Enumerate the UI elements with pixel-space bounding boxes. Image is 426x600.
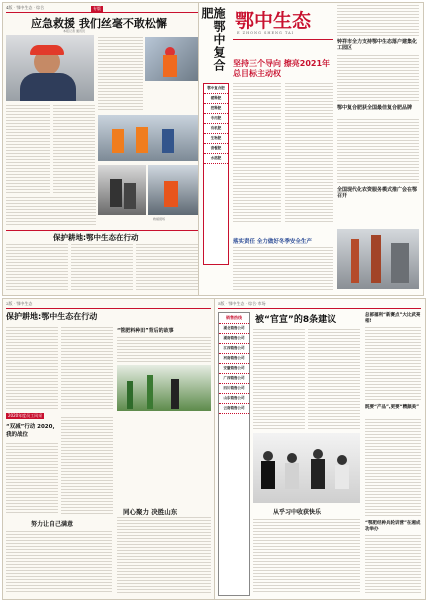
product-item: 控释肥 (204, 104, 228, 114)
byline: 本报记者 通讯员 (63, 29, 85, 33)
article-text (6, 531, 112, 593)
column-headline-3: “鄂肥经种兵轮训营”在湘成功举办 (365, 521, 421, 532)
rescue-worker-photo (6, 35, 94, 101)
masthead-en: E ZHONG SHENG TAI (237, 31, 295, 35)
hotline-item: 河南销售公司 (219, 354, 249, 364)
page-header: 5版 · 鄂中生态 · 综合·市场 (218, 301, 266, 306)
masthead: 鄂中生态 (235, 10, 312, 32)
article-text (233, 83, 281, 223)
newspaper-page-2 (2, 298, 216, 600)
product-item: 生物肥 (204, 134, 228, 144)
article-text (337, 119, 419, 183)
slogan: 落实责任 全力做好冬季安全生产 (233, 239, 312, 245)
factory-photo (337, 229, 419, 289)
photo-caption: 救援现场 (153, 217, 166, 221)
column-headline-2: 既要“产品”,更要“精颜美” (365, 405, 420, 410)
hotline-item: 四川销售公司 (219, 384, 249, 394)
product-item: 鄂中复合肥 (204, 84, 228, 94)
story-title-2: 同心聚力 决胜山东 (123, 508, 178, 516)
newspaper-page-1 (198, 2, 424, 296)
sub-headline: “双减”行动 2020,我的战位 (6, 424, 55, 438)
product-item: 水溶肥 (204, 154, 228, 164)
column-headline-2: 鄂中复合肥获全国最佳复合肥品牌 (337, 105, 413, 111)
article-text (136, 244, 206, 290)
sub-headline: 从乎习中收获快乐 (273, 509, 322, 516)
article-text (365, 327, 421, 401)
article-text (285, 83, 333, 223)
story-title-3: 努力让自己满意 (31, 521, 74, 528)
hotline-item: 安徽销售公司 (219, 364, 249, 374)
hotline-item: 湖北销售公司 (219, 324, 249, 334)
article-text (6, 197, 96, 227)
product-item: 专用肥 (204, 114, 228, 124)
article-text (233, 247, 333, 291)
header-rule (218, 308, 421, 309)
site-photo-3 (98, 165, 146, 215)
site-photo-1 (145, 37, 200, 81)
article-text (117, 337, 211, 363)
article-text (6, 327, 58, 411)
page-header: 2版 · 鄂中生态 (6, 301, 33, 306)
site-photo-2 (98, 115, 200, 161)
section-tag: 2020年度员工风采 (8, 413, 43, 418)
header-rule (6, 308, 211, 309)
hotline-item: 湖南销售公司 (219, 334, 249, 344)
hotline-list (218, 312, 250, 596)
article-text (365, 535, 421, 593)
header-rule (6, 12, 206, 13)
divider-rule (6, 230, 206, 231)
story-title-1: “管肥料种田”背后的故事 (117, 328, 174, 334)
product-item: 缓释肥 (204, 94, 228, 104)
article-text (61, 327, 113, 411)
vertical-ad-title: 施鄂中复合肥 (200, 7, 226, 72)
column-headline-3: 全国现代化农资服务模式推广会在鄂召开 (337, 187, 418, 199)
masthead-rule (233, 39, 333, 40)
page-header: 4版 · 鄂中生态 · 综合 (6, 5, 45, 10)
article-text (253, 519, 360, 593)
sub-headline: 保护耕地:鄂中生态在行动 (53, 233, 139, 242)
article-text (6, 105, 50, 193)
greenhouse-photo (117, 365, 211, 411)
product-list (203, 83, 229, 265)
article-text (337, 5, 419, 37)
article-text (337, 55, 419, 101)
article-text (53, 105, 95, 193)
headline: 被“官宣”的8条建议 (255, 315, 337, 325)
article-text (308, 329, 360, 429)
group-photo (253, 433, 360, 503)
article-text (6, 443, 58, 515)
article-text (98, 37, 143, 112)
section-tag: 专版 (93, 6, 101, 11)
headline: 保护耕地:鄂中生态在行动 (6, 312, 98, 321)
product-item: 套餐肥 (204, 144, 228, 154)
article-text (61, 417, 113, 515)
hotline-item: 云南销售公司 (219, 404, 249, 414)
hotline-item: 广西销售公司 (219, 374, 249, 384)
lead-headline: 坚持三个导向 擦亮2021年总目标主动权 (233, 59, 331, 78)
article-text (6, 244, 68, 290)
column-headline-1: 总部福利“新赛点”大比武亮相! (365, 313, 421, 324)
hotline-item: 山东销售公司 (219, 394, 249, 404)
hotline-title: 销售热线 (219, 313, 249, 324)
headline: 应急救援 我们丝毫不敢松懈 (31, 17, 167, 30)
hotline-item: 江西销售公司 (219, 344, 249, 354)
newspaper-page-5 (214, 298, 426, 600)
article-text (253, 329, 305, 429)
article-text (117, 517, 211, 593)
newspaper-page-4 (2, 2, 212, 296)
site-photo-4 (148, 165, 200, 215)
column-headline-1: 钟祥市全力支持鄂中生态落户建集化工园区 (337, 39, 418, 51)
article-text (365, 419, 421, 517)
product-item: 有机肥 (204, 124, 228, 134)
article-text (71, 244, 133, 290)
